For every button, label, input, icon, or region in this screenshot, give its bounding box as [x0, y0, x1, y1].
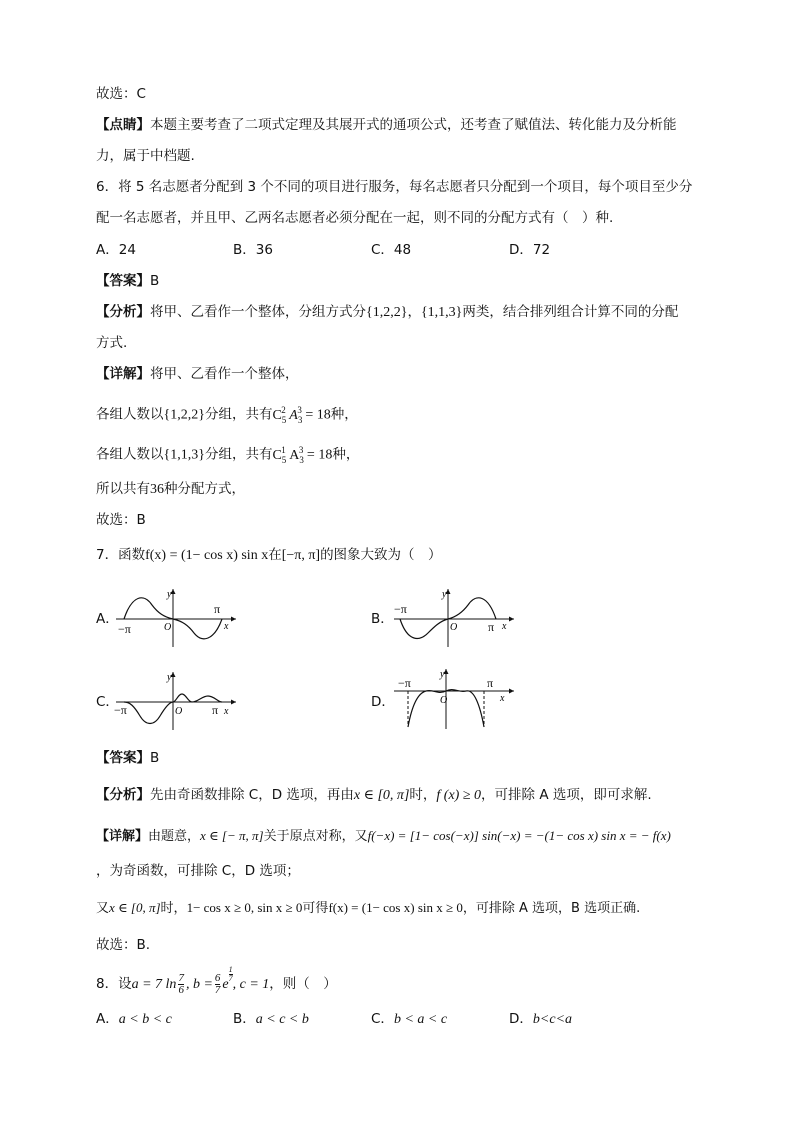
- detail-text: 时，: [160, 901, 187, 916]
- detail-text: 各组人数以: [96, 406, 164, 423]
- comment-text-2: 力，属于中档题.: [96, 148, 195, 164]
- denominator: 7: [214, 984, 221, 997]
- neg-pi-label: −π: [118, 622, 131, 636]
- numerator: 1: [228, 965, 233, 974]
- neg-pi-label: −π: [398, 676, 411, 690]
- detail-text: 由题意，: [148, 829, 201, 844]
- math-a-definition: [131, 965, 270, 997]
- question-6-line-2: [96, 208, 613, 228]
- detail-text: ，可排除 A 选项，B 选项正确.: [462, 901, 641, 916]
- option-math: b<c<a: [532, 1012, 573, 1027]
- answer-tag: 【答案】: [96, 273, 150, 289]
- detail-text: 各组人数以: [96, 446, 164, 463]
- pi-label: π: [212, 703, 219, 717]
- q8-option-c: [371, 1009, 447, 1030]
- detail-tag: 【详解】: [96, 829, 149, 844]
- question-8-text: 8．设: [96, 976, 132, 992]
- origin-label: O: [440, 695, 448, 706]
- analysis-text: 两类，结合排列组合计算不同的分配: [462, 304, 679, 320]
- question-6-text-2: 配一名志愿者，并且甲、乙两名志愿者必须分配在一起，则不同的分配方式有（ ）种.: [96, 210, 614, 226]
- graph-a-label: A．: [96, 611, 119, 627]
- choice-text: 故选：B: [96, 512, 146, 528]
- question-7-line: [96, 545, 442, 566]
- numerator: 6: [214, 972, 221, 985]
- analysis-tag: 【分析】: [96, 787, 150, 803]
- x-axis-arrow: [509, 617, 514, 622]
- pi-label: π: [487, 676, 494, 690]
- q7-choice-line: [96, 935, 150, 955]
- detail-text: 分组，共有: [204, 406, 273, 423]
- q8-option-d: [509, 1009, 572, 1030]
- neg-pi-label: −π: [394, 602, 407, 616]
- q6-answer-line: [96, 271, 159, 291]
- x-axis-arrow: [231, 700, 236, 705]
- analysis-text-2: 方式.: [96, 335, 128, 351]
- math-f-nonneg: f(x) = (1− cos x) sin x ≥ 0: [328, 900, 463, 915]
- graph-a: [112, 585, 242, 649]
- math-conditions: 1− cos x ≥ 0, sin x ≥ 0: [186, 900, 303, 915]
- analysis-text: 时，: [409, 787, 437, 803]
- y-label: y: [167, 672, 172, 683]
- y-label: y: [167, 589, 172, 600]
- q6-option-a: A．24: [96, 242, 136, 258]
- x-label: x: [224, 621, 229, 632]
- answer-tag: 【答案】: [96, 750, 150, 766]
- comment-line-2: [96, 146, 195, 166]
- option-letter: C．: [371, 1011, 394, 1027]
- detail-text: 分组，共有: [204, 446, 273, 463]
- q6-analysis-line-1: [96, 302, 678, 323]
- origin-label: O: [175, 706, 183, 717]
- origin-label: O: [450, 622, 458, 633]
- graph-c: [112, 668, 242, 732]
- q7-detail-line-3: [96, 898, 640, 919]
- math-equals-18: = 18: [305, 407, 331, 423]
- question-6-line-1: [96, 177, 692, 197]
- graph-c-label: C．: [96, 694, 119, 710]
- math-set-113: {1,1,3}: [420, 305, 463, 320]
- comment-line-1: [96, 115, 677, 135]
- math-set-113: {1,1,3}: [163, 447, 205, 463]
- q6-detail-line-1: [96, 364, 299, 384]
- analysis-text: ，: [407, 304, 421, 320]
- analysis-text: ，可排除 A 选项，即可求解.: [481, 787, 652, 803]
- math-a-prefix: a = 7 ln: [131, 977, 177, 992]
- detail-text: ，为奇函数，可排除 C，D 选项；: [96, 863, 300, 879]
- detail-text: 又: [96, 901, 110, 916]
- math-b-prefix: , b =: [185, 977, 213, 992]
- y-label: y: [440, 669, 445, 680]
- graph-b: [390, 585, 520, 649]
- question-8-text: ，则（ ）: [269, 976, 337, 992]
- graph-d: [390, 665, 520, 731]
- detail-text: 种，: [332, 446, 360, 463]
- option-letter: B．: [233, 1011, 256, 1027]
- analysis-tag: 【分析】: [96, 304, 150, 320]
- x-label: x: [502, 621, 507, 632]
- answer-value: B: [150, 273, 160, 289]
- question-7-text: 7．函数: [96, 547, 146, 563]
- math-set-122: {1,2,2}: [163, 407, 205, 423]
- numerator: 7: [178, 972, 184, 985]
- graph-d-label: D．: [371, 694, 395, 710]
- q6-detail-line-2: [96, 400, 358, 429]
- y-label: y: [442, 589, 447, 600]
- detail-text: 种分配方式，: [164, 481, 245, 497]
- q7-analysis-line: [96, 785, 652, 806]
- q8-option-b: [233, 1009, 309, 1030]
- choice-text: 故选：B.: [96, 937, 151, 953]
- graph-b-label: B．: [371, 611, 394, 627]
- pi-label: π: [214, 602, 221, 616]
- question-8-line: [96, 965, 337, 997]
- q6-analysis-line-2: [96, 333, 127, 353]
- math-set-122: {1,2,2}: [366, 305, 408, 320]
- combination-c52-a33: $C_5^2$ $A_3^3$: [272, 405, 303, 425]
- option-letter: A．: [96, 1011, 119, 1027]
- x-axis-arrow: [231, 617, 236, 622]
- option-math: b < a < c: [393, 1012, 448, 1027]
- detail-tag: 【详解】: [96, 366, 150, 382]
- math-f-nonneg: f (x) ≥ 0: [436, 788, 482, 803]
- math-e: e: [222, 977, 229, 992]
- option-math: a < c < b: [255, 1012, 309, 1027]
- math-x-in-interval: x ∈ [0, π]: [109, 900, 161, 915]
- detail-text: 关于原点对称，又: [263, 829, 368, 844]
- q6-detail-line-4: [96, 479, 245, 500]
- comment-tag: 【点睛】: [96, 117, 150, 133]
- option-math: a < b < c: [118, 1012, 172, 1027]
- answer-choice-text: 故选：C: [96, 86, 146, 102]
- math-c-definition: , c = 1: [232, 977, 270, 992]
- q6-detail-line-3: [96, 440, 359, 469]
- analysis-text: 将甲、乙看作一个整体，分组方式分: [150, 304, 366, 320]
- detail-text: 种，: [330, 406, 358, 423]
- q6-option-d: D．72: [509, 242, 551, 258]
- math-equals-18: = 18: [306, 447, 333, 463]
- q8-option-a: [96, 1009, 172, 1030]
- fraction-6-7: [215, 973, 221, 996]
- question-7-text: 在: [268, 547, 282, 563]
- fraction-7-6: [178, 973, 184, 996]
- origin-label: O: [164, 622, 172, 633]
- detail-text: 可得: [302, 901, 329, 916]
- x-label: x: [500, 693, 505, 704]
- math-odd-function-proof: f(−x) = [1− cos(−x)] sin(−x) = −(1− cos x) sin x = − f(x): [367, 828, 671, 843]
- detail-text: 所以共有: [96, 481, 150, 497]
- answer-choice-line: [96, 84, 146, 104]
- answer-value: B: [150, 750, 160, 766]
- q7-detail-line-1: [96, 826, 671, 847]
- comment-text: 本题主要考查了二项式定理及其展开式的通项公式，还考查了赋值法、转化能力及分析能: [150, 117, 677, 133]
- denominator: 7: [228, 974, 233, 983]
- q7-answer-line: [96, 748, 159, 768]
- detail-text: 将甲、乙看作一个整体，: [150, 366, 299, 382]
- q7-detail-line-2: [96, 861, 300, 881]
- q6-option-c: C．48: [371, 242, 412, 258]
- q6-option-b: B．36: [233, 242, 273, 258]
- denominator: 6: [178, 984, 184, 997]
- analysis-text: 先由奇函数排除 C，D 选项，再由: [150, 787, 354, 803]
- pi-label: π: [488, 620, 495, 634]
- math-x-in-interval: x ∈ [− π, π]: [200, 828, 264, 843]
- x-axis-arrow: [509, 689, 514, 694]
- math-interval: [−π, π]: [281, 548, 321, 563]
- math-function-f: f(x) = (1− cos x) sin x: [145, 548, 269, 563]
- question-7-text: 的图象大致为（ ）: [320, 547, 442, 563]
- exponent-1-7: [229, 966, 233, 983]
- combination-c51-a33: $C_5^1$ $A_3^3$: [272, 445, 304, 465]
- math-36: 36: [150, 482, 164, 497]
- math-x-in-interval: x ∈ [0, π]: [353, 788, 410, 803]
- option-letter: D．: [509, 1011, 533, 1027]
- question-6-text-1: 6．将 5 名志愿者分配到 3 个不同的项目进行服务，每名志愿者只分配到一个项目，每个项目至少分: [96, 179, 693, 195]
- q6-choice-line: [96, 510, 146, 530]
- x-label: x: [224, 706, 229, 717]
- neg-pi-label: −π: [114, 703, 127, 717]
